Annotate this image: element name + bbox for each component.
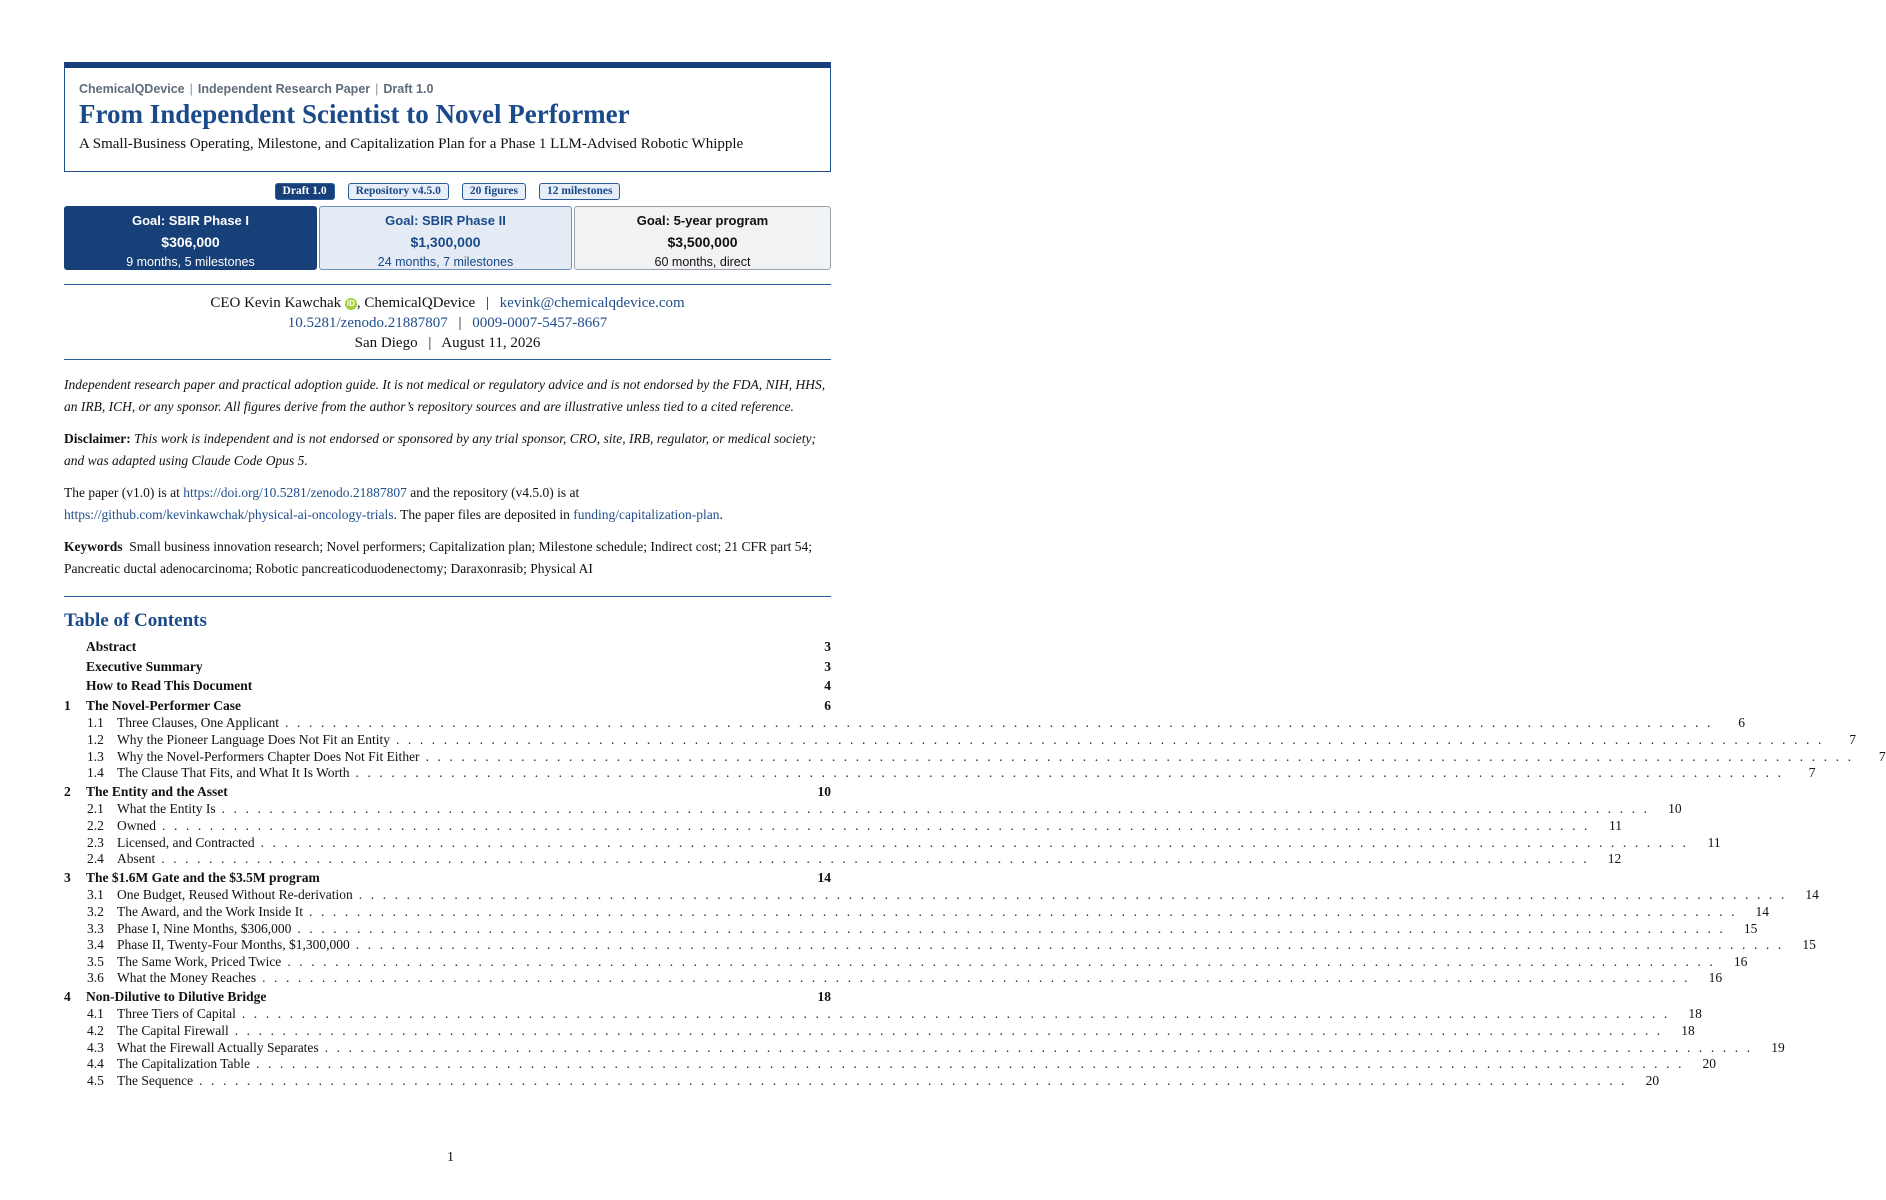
author-name: CEO Kevin Kawchak bbox=[210, 295, 342, 311]
divider bbox=[64, 596, 831, 597]
toc-entry-number: 1 bbox=[64, 697, 71, 713]
toc-entry-number: 2 bbox=[64, 783, 71, 799]
goal-label: Goal: SBIR Phase II bbox=[385, 213, 506, 228]
toc-entry-page: 15 bbox=[1743, 920, 1758, 936]
toc-entry-title: The Capital Firewall bbox=[117, 1023, 229, 1039]
keywords-label: Keywords bbox=[64, 539, 123, 554]
toc-entry[interactable] bbox=[64, 657, 831, 677]
toc-leader-dots: . . . . . . . . . . . . . . . . . . . . . . . . . . . . . . . . . . . . . . . . . . . . . . . . . . . . . . . . . . . . . . . . . . . . . . . . . . . . . . . . . . . . . . . . . . . . . . . . . . . . . . . . . . . . . . . . . . . . . . . . bbox=[297, 920, 1726, 936]
goal-label: Goal: 5-year program bbox=[636, 213, 769, 228]
org-name: ChemicalQDevice bbox=[79, 82, 185, 96]
toc-entry-number: 3.5 bbox=[87, 953, 104, 969]
toc-entry-page: 3 bbox=[824, 639, 831, 654]
toc-entry-title: The Entity and the Asset bbox=[86, 783, 228, 799]
toc-entry-number: 1.4 bbox=[87, 765, 104, 781]
toc-entry-page: 11 bbox=[1609, 817, 1623, 833]
badge-figures: 20 figures bbox=[462, 183, 526, 200]
toc-entry-number: 4.1 bbox=[87, 1006, 104, 1022]
toc-entry-page: 20 bbox=[1645, 1072, 1660, 1088]
author-block bbox=[64, 285, 831, 359]
toc-entry[interactable] bbox=[64, 1039, 1785, 1057]
toc-entry-title: The Award, and the Work Inside It bbox=[117, 903, 304, 919]
toc-entry[interactable] bbox=[64, 887, 1819, 904]
toc-leader-dots: . . . . . . . . . . . . . . . . . . . . . . . . . . . . . . . . . . . . . . . . . . . . . . . . . . . . . . . . . . . . . . . . . . . . . . . . . . . . . . . . . . . . . . . . . . . . . . . . . . . . . . . . . . . . . . . . . . . . . . . . bbox=[262, 970, 1691, 986]
notice-paragraph: Independent research paper and practical adoption guide. It is not medical or regulatory advice and is not endorsed by the FDA, NIH, HHS, an IRB, ICH, or any sponsor. All figures derive from the author’s repository sources and are illustrative unless tied to a cited reference. bbox=[64, 377, 826, 414]
orcid-link[interactable]: 0009-0007-5457-8667 bbox=[472, 315, 608, 331]
author-affiliation: , ChemicalQDevice bbox=[356, 295, 476, 311]
toc-entry-page: 10 bbox=[817, 783, 831, 799]
toc-entry-number: 3.6 bbox=[87, 970, 104, 986]
toc-entry[interactable] bbox=[64, 868, 831, 888]
disclaimer-label: Disclaimer: bbox=[64, 431, 131, 446]
toc-entry-number: 2.1 bbox=[87, 801, 104, 817]
toc-leader-dots: . . . . . . . . . . . . . . . . . . . . . . . . . . . . . . . . . . . . . . . . . . . . . . . . . . . . . . . . . . . . . . . . . . . . . . . . . . . . . . . . . . . . . . . . . . . . . . . . . . . . . . . . . . . . . . . . . . . . . . . . bbox=[309, 903, 1738, 919]
toc-entry-page: 18 bbox=[1688, 1006, 1702, 1022]
links-text: and the repository (v4.5.0) is at bbox=[406, 485, 580, 500]
goal-detail: 24 months, 7 milestones bbox=[377, 255, 514, 269]
toc-entry-title: Why the Pioneer Language Does Not Fit an Entity bbox=[117, 731, 390, 747]
toc-entry[interactable] bbox=[64, 748, 1886, 766]
toc-entry[interactable] bbox=[64, 696, 831, 716]
toc-entry-number: 4.2 bbox=[87, 1023, 104, 1039]
toc-entry-page: 4 bbox=[824, 678, 831, 694]
goal-cards bbox=[64, 206, 831, 270]
toc-entry-title: The Clause That Fits, and What It Is Worth bbox=[117, 765, 350, 781]
toc-entry-page: 14 bbox=[1755, 903, 1770, 919]
table-of-contents bbox=[64, 637, 1886, 1089]
toc-entry-page: 19 bbox=[1771, 1039, 1785, 1055]
toc-entry-title: One Budget, Reused Without Re-derivation bbox=[117, 887, 353, 903]
toc-leader-dots: . . . . . . . . . . . . . . . . . . . . . . . . . . . . . . . . . . . . . . . . . . . . . . . . . . . . . . . . . . . . . . . . . . . . . . . . . . . . . . . . . . . . . . . . . . . . . . . . . . . . . . . . . . . . . . . . . . . . . . . . bbox=[287, 953, 1716, 969]
toc-entry-page: 12 bbox=[1607, 851, 1622, 867]
toc-leader-dots: . . . . . . . . . . . . . . . . . . . . . . . . . . . . . . . . . . . . . . . . . . . . . . . . . . . . . . . . . . . . . . . . . . . . . . . . . . . . . . . . . . . . . . . . . . . . . . . . . . . . . . . . . . . . . . . . . . . . . . . . bbox=[221, 801, 1650, 817]
meta-separator: | bbox=[189, 82, 193, 96]
toc-entry-page: 16 bbox=[1733, 953, 1748, 969]
toc-leader-dots: . . . . . . . . . . . . . . . . . . . . . . . . . . . . . . . . . . . . . . . . . . . . . . . . . . . . . . . . . . . . . . . . . . . . . . . . . . . . . . . . . . . . . . . . . . . . . . . . . . . . . . . . . . . . . . . . . . . . . . . . bbox=[162, 817, 1591, 833]
separator: | bbox=[428, 335, 432, 351]
toc-entry-page: 14 bbox=[817, 869, 831, 885]
title-box bbox=[64, 62, 831, 172]
links-text: . The paper files are deposited in bbox=[393, 507, 574, 522]
meta-separator: | bbox=[375, 82, 379, 96]
toc-entry-title: The Capitalization Table bbox=[117, 1056, 251, 1072]
toc-entry-number: 3 bbox=[64, 869, 71, 885]
toc-entry-title: Abstract bbox=[86, 639, 137, 654]
goal-amount: $1,300,000 bbox=[410, 234, 481, 250]
paper-subtitle: A Small-Business Operating, Milestone, and Capitalization Plan for a Phase 1 LLM-Advised Robotic Whipple bbox=[79, 136, 744, 152]
toc-entry-title: How to Read This Document bbox=[86, 678, 253, 694]
author-city: San Diego bbox=[354, 335, 418, 351]
folder-link[interactable]: funding/capitalization-plan bbox=[573, 507, 720, 522]
toc-entry-page: 10 bbox=[1668, 801, 1682, 817]
goal-detail: 60 months, direct bbox=[654, 255, 751, 269]
goal-card-phase-2 bbox=[319, 206, 572, 270]
toc-entry-title: The $1.6M Gate and the $3.5M program bbox=[86, 869, 320, 885]
toc-entry-page: 3 bbox=[824, 658, 831, 674]
toc-entry-title: What the Entity Is bbox=[117, 801, 216, 817]
toc-entry-page: 7 bbox=[1808, 765, 1816, 781]
goal-card-5-year bbox=[574, 206, 831, 270]
toc-entry-number: 4 bbox=[64, 988, 71, 1004]
toc-leader-dots: . . . . . . . . . . . . . . . . . . . . . . . . . . . . . . . . . . . . . . . . . . . . . . . . . . . . . . . . . . . . . . . . . . . . . . . . . . . . . . . . . . . . . . . . . . . . . . . . . . . . . . . . . . . . . . . . . . . . . . . . bbox=[355, 765, 1784, 781]
toc-leader-dots: . . . . . . . . . . . . . . . . . . . . . . . . . . . . . . . . . . . . . . . . . . . . . . . . . . . . . . . . . . . . . . . . . . . . . . . . . . . . . . . . . . . . . . . . . . . . . . . . . . . . . . . . . . . . . . . . . . . . . . . . bbox=[425, 748, 1854, 764]
toc-entry[interactable] bbox=[64, 715, 1745, 732]
toc-entry-number: 1.3 bbox=[87, 748, 104, 764]
toc-entry-title: Absent bbox=[117, 851, 156, 867]
divider bbox=[64, 359, 831, 360]
toc-entry-title: The Sequence bbox=[117, 1072, 194, 1088]
page-number: 1 bbox=[447, 1150, 454, 1165]
toc-entry[interactable] bbox=[64, 937, 1816, 954]
toc-entry[interactable] bbox=[64, 801, 1682, 818]
toc-entry[interactable] bbox=[64, 920, 1758, 938]
toc-entry[interactable] bbox=[64, 987, 831, 1007]
separator: | bbox=[485, 295, 489, 311]
toc-entry-title: Owned bbox=[117, 817, 156, 833]
doi-link[interactable]: 10.5281/zenodo.21887807 bbox=[287, 315, 448, 331]
badge-row bbox=[64, 183, 831, 200]
toc-entry-title: Executive Summary bbox=[86, 658, 203, 674]
goal-amount: $3,500,000 bbox=[667, 234, 738, 250]
links-paragraph bbox=[64, 482, 831, 526]
toc-entry-page: 18 bbox=[1681, 1023, 1695, 1039]
toc-title: Table of Contents bbox=[64, 610, 207, 631]
toc-entry-title: The Novel-Performer Case bbox=[86, 697, 241, 713]
toc-entry-title: Why the Novel-Performers Chapter Does Not Fit Either bbox=[117, 748, 420, 764]
toc-leader-dots: . . . . . . . . . . . . . . . . . . . . . . . . . . . . . . . . . . . . . . . . . . . . . . . . . . . . . . . . . . . . . . . . . . . . . . . . . . . . . . . . . . . . . . . . . . . . . . . . . . . . . . . . . . . . . . . . . . . . . . . . bbox=[395, 731, 1824, 747]
toc-entry-title: Phase II, Twenty-Four Months, $1,300,000 bbox=[117, 937, 350, 953]
separator: | bbox=[458, 315, 462, 331]
goal-card-phase-1 bbox=[64, 206, 317, 270]
toc-entry[interactable] bbox=[64, 1072, 1660, 1090]
toc-entry-number: 3.3 bbox=[87, 920, 104, 936]
toc-entry[interactable] bbox=[64, 1006, 1702, 1023]
toc-entry-page: 6 bbox=[1738, 715, 1745, 731]
toc-entry[interactable] bbox=[64, 817, 1623, 835]
toc-leader-dots: . . . . . . . . . . . . . . . . . . . . . . . . . . . . . . . . . . . . . . . . . . . . . . . . . . . . . . . . . . . . . . . . . . . . . . . . . . . . . . . . . . . . . . . . . . . . . . . . . . . . . . . . . . . . . . . . . . . . . . . . bbox=[324, 1039, 1753, 1055]
toc-entry-number: 4.3 bbox=[87, 1039, 104, 1055]
toc-entry-page: 6 bbox=[824, 697, 831, 713]
toc-entry-number: 3.1 bbox=[87, 887, 104, 903]
toc-entry-title: Non-Dilutive to Dilutive Bridge bbox=[86, 988, 267, 1004]
toc-leader-dots: . . . . . . . . . . . . . . . . . . . . . . . . . . . . . . . . . . . . . . . . . . . . . . . . . . . . . . . . . . . . . . . . . . . . . . . . . . . . . . . . . . . . . . . . . . . . . . . . . . . . . . . . . . . . . . . . . . . . . . . . bbox=[234, 1023, 1663, 1039]
goal-amount: $306,000 bbox=[161, 234, 220, 250]
toc-entry[interactable] bbox=[64, 953, 1748, 971]
keywords-text: Small business innovation research; Novel performers; Capitalization plan; Milestone schedule; Indirect cost; 21 CFR part 54; Pancreatic ductal adenocarcinoma; Robotic pancreaticoduodenectomy; Daraxonrasib; Physical AI bbox=[64, 539, 812, 576]
toc-entry-title: The Same Work, Priced Twice bbox=[117, 953, 282, 969]
toc-entry[interactable] bbox=[64, 903, 1770, 921]
toc-entry-number: 2.3 bbox=[87, 834, 104, 850]
toc-entry-number: 2.4 bbox=[87, 851, 104, 867]
orcid-icon[interactable]: iD bbox=[346, 299, 355, 308]
toc-leader-dots: . . . . . . . . . . . . . . . . . . . . . . . . . . . . . . . . . . . . . . . . . . . . . . . . . . . . . . . . . . . . . . . . . . . . . . . . . . . . . . . . . . . . . . . . . . . . . . . . . . . . . . . . . . . . . . . . . . . . . . . . bbox=[284, 715, 1713, 731]
toc-entry-number: 3.2 bbox=[87, 903, 104, 919]
badge-draft: Draft 1.0 bbox=[275, 183, 335, 200]
paper-title: From Independent Scientist to Novel Performer bbox=[79, 99, 630, 129]
toc-entry[interactable] bbox=[64, 782, 831, 802]
toc-entry-title: What the Money Reaches bbox=[117, 970, 257, 986]
toc-entry[interactable] bbox=[64, 637, 831, 657]
toc-entry[interactable] bbox=[64, 970, 1723, 987]
disclaimer-paragraph bbox=[64, 428, 831, 472]
toc-entry-number: 2.2 bbox=[87, 817, 104, 833]
toc-entry[interactable] bbox=[64, 765, 1816, 782]
disclaimer-text: This work is independent and is not endorsed or sponsored by any trial sponsor, CRO, site, IRB, regulator, or medical society; and was adapted using Claude Code Opus 5. bbox=[64, 431, 816, 468]
toc-entry-page: 15 bbox=[1802, 937, 1816, 953]
toc-entry-page: 18 bbox=[817, 988, 831, 1004]
links-text: The paper (v1.0) is at bbox=[64, 485, 184, 500]
toc-entry-page: 7 bbox=[1849, 731, 1856, 747]
goal-detail: 9 months, 5 milestones bbox=[126, 255, 255, 269]
repository-link[interactable]: https://github.com/kevinkawchak/physical-ai-oncology-trials bbox=[64, 507, 394, 522]
toc-entry-number: 1.2 bbox=[87, 731, 104, 747]
toc-entry-title: Three Tiers of Capital bbox=[117, 1006, 236, 1022]
keywords-paragraph bbox=[64, 536, 831, 580]
toc-entry-page: 14 bbox=[1805, 887, 1819, 903]
toc-leader-dots: . . . . . . . . . . . . . . . . . . . . . . . . . . . . . . . . . . . . . . . . . . . . . . . . . . . . . . . . . . . . . . . . . . . . . . . . . . . . . . . . . . . . . . . . . . . . . . . . . . . . . . . . . . . . . . . . . . . . . . . . bbox=[241, 1006, 1670, 1022]
header-meta bbox=[79, 82, 816, 96]
toc-entry-number: 1.1 bbox=[87, 715, 104, 731]
toc-entry[interactable] bbox=[64, 834, 1721, 852]
badge-repository: Repository v4.5.0 bbox=[348, 183, 449, 200]
toc-entry[interactable] bbox=[64, 1023, 1695, 1040]
links-text: . bbox=[719, 507, 723, 522]
toc-entry-page: 7 bbox=[1878, 748, 1886, 764]
toc-entry[interactable] bbox=[64, 851, 1622, 868]
toc-entry-number: 4.4 bbox=[87, 1056, 104, 1072]
toc-entry-title: What the Firewall Actually Separates bbox=[117, 1039, 319, 1055]
toc-entry-title: Three Clauses, One Applicant bbox=[117, 715, 279, 731]
toc-entry[interactable] bbox=[64, 676, 831, 696]
badge-milestones: 12 milestones bbox=[539, 183, 620, 200]
toc-entry-page: 16 bbox=[1708, 970, 1723, 986]
toc-entry[interactable] bbox=[64, 1056, 1717, 1073]
doc-type: Independent Research Paper bbox=[197, 82, 371, 96]
toc-leader-dots: . . . . . . . . . . . . . . . . . . . . . . . . . . . . . . . . . . . . . . . . . . . . . . . . . . . . . . . . . . . . . . . . . . . . . . . . . . . . . . . . . . . . . . . . . . . . . . . . . . . . . . . . . . . . . . . . . . . . . . . . bbox=[260, 834, 1689, 850]
toc-entry-number: 3.4 bbox=[87, 937, 104, 953]
draft-label: Draft 1.0 bbox=[383, 82, 434, 96]
toc-entry-page: 20 bbox=[1702, 1056, 1717, 1072]
toc-entry-page: 11 bbox=[1707, 834, 1721, 850]
toc-leader-dots: . . . . . . . . . . . . . . . . . . . . . . . . . . . . . . . . . . . . . . . . . . . . . . . . . . . . . . . . . . . . . . . . . . . . . . . . . . . . . . . . . . . . . . . . . . . . . . . . . . . . . . . . . . . . . . . . . . . . . . . . bbox=[256, 1056, 1685, 1072]
author-date: August 11, 2026 bbox=[441, 335, 541, 351]
goal-label: Goal: SBIR Phase I bbox=[131, 213, 250, 228]
paper-page bbox=[64, 62, 1886, 1089]
toc-leader-dots: . . . . . . . . . . . . . . . . . . . . . . . . . . . . . . . . . . . . . . . . . . . . . . . . . . . . . . . . . . . . . . . . . . . . . . . . . . . . . . . . . . . . . . . . . . . . . . . . . . . . . . . . . . . . . . . . . . . . . . . . bbox=[199, 1072, 1628, 1088]
toc-leader-dots: . . . . . . . . . . . . . . . . . . . . . . . . . . . . . . . . . . . . . . . . . . . . . . . . . . . . . . . . . . . . . . . . . . . . . . . . . . . . . . . . . . . . . . . . . . . . . . . . . . . . . . . . . . . . . . . . . . . . . . . . bbox=[161, 851, 1590, 867]
toc-leader-dots: . . . . . . . . . . . . . . . . . . . . . . . . . . . . . . . . . . . . . . . . . . . . . . . . . . . . . . . . . . . . . . . . . . . . . . . . . . . . . . . . . . . . . . . . . . . . . . . . . . . . . . . . . . . . . . . . . . . . . . . . bbox=[355, 937, 1784, 953]
paper-doi-link[interactable]: https://doi.org/10.5281/zenodo.21887807 bbox=[183, 485, 407, 500]
toc-leader-dots: . . . . . . . . . . . . . . . . . . . . . . . . . . . . . . . . . . . . . . . . . . . . . . . . . . . . . . . . . . . . . . . . . . . . . . . . . . . . . . . . . . . . . . . . . . . . . . . . . . . . . . . . . . . . . . . . . . . . . . . . bbox=[358, 887, 1787, 903]
toc-entry-title: Phase I, Nine Months, $306,000 bbox=[117, 920, 292, 936]
toc-entry[interactable] bbox=[64, 731, 1856, 749]
toc-entry-title: Licensed, and Contracted bbox=[117, 834, 255, 850]
email-link[interactable]: kevink@chemicalqdevice.com bbox=[499, 295, 685, 311]
toc-entry-number: 4.5 bbox=[87, 1072, 104, 1088]
